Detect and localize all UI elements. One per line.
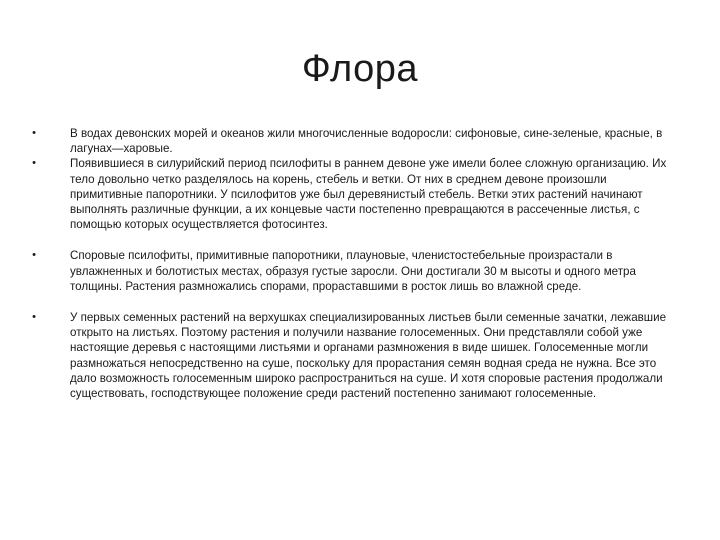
bullet-icon: • — [32, 311, 36, 324]
list-item — [30, 248, 682, 294]
bullet-icon: • — [32, 157, 36, 170]
list-item-text: В водах девонских морей и океанов жили многочисленные водоросли: сифоновые, сине-зеленые, красные, в лагунах—харовые. — [70, 127, 663, 156]
list-item-text: Споровые псилофиты, примитивные папоротники, плауновые, членистостебельные произрастали в увлажненных и болотистых местах, образуя густые заросли. Они достигали 30 м высоты и одного метра толщины. Растения размножались спорами, прораставшими в росток лишь во влажной среде. — [70, 249, 636, 293]
slide-title: Флора — [301, 48, 419, 90]
list-item — [30, 126, 682, 156]
list-item-text: У первых семенных растений на верхушках специализированных листьев были семенные зачатки, лежавшие открыто на листьях. Поэтому растения и получили название голосеменных. Они представляли собой уже настоящие деревья с настоящими листьями и органами размножения в виде шишек. Голосеменные могли размножаться непосредственно на суше, поскольку для прорастания семян водная среда не нужна. Все это дало возможность голосеменным широко распространиться на суше. И хотя споровые растения продолжали существовать, господствующее положение среди растений постепенно занимают голосеменные. — [70, 311, 667, 401]
bullet-list — [30, 126, 682, 401]
list-item-text: Появившиеся в силурийский период псилофиты в раннем девоне уже имели более сложную организацию. Их тело довольно четко разделялось на корень, стебель и ветки. От них в среднем девоне произошли примитивные папоротники. У псилофитов уже был деревянистый стебель. Ветки этих растений начинают выполнять различные функции, а их концевые части постепенно превращаются в рассеченные листья, с помощью которых осуществляется фотосинтез. — [70, 157, 667, 232]
list-item — [30, 156, 682, 232]
bullet-icon: • — [32, 127, 36, 139]
bullet-icon: • — [32, 249, 36, 262]
list-item — [30, 310, 682, 401]
